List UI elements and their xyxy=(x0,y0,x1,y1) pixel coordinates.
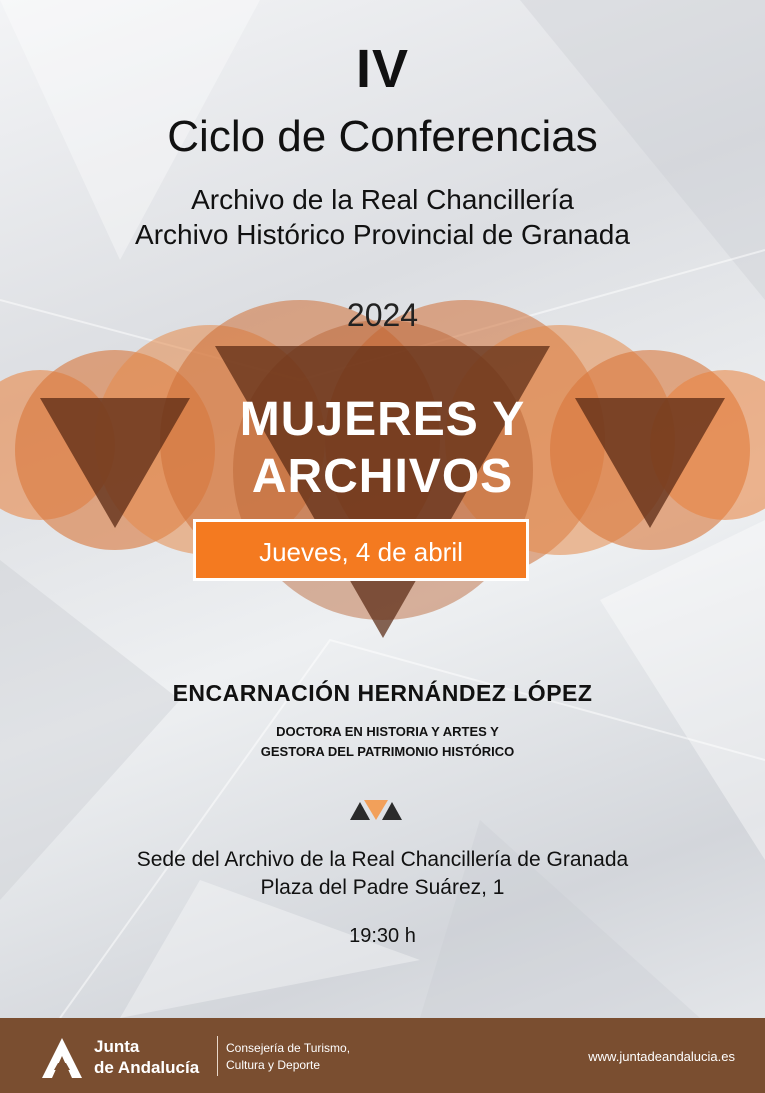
venue-line-1: Sede del Archivo de la Real Chancillería de Granada xyxy=(136,848,629,871)
logo-text-line-2: de Andalucía xyxy=(94,1058,200,1077)
event-time: 19:30 h xyxy=(349,925,416,947)
edition-number: IV xyxy=(355,39,410,99)
triangles-divider-icon xyxy=(350,798,414,822)
logo-text-line-1: Junta xyxy=(94,1037,140,1056)
venue-line-2: Plaza del Padre Suárez, 1 xyxy=(260,876,505,899)
speaker-credential-2: GESTORA DEL PATRIMONIO HISTÓRICO xyxy=(260,744,515,759)
speaker-name: ENCARNACIÓN HERNÁNDEZ LÓPEZ xyxy=(172,680,593,706)
organizer-line-2: Archivo Histórico Provincial de Granada xyxy=(135,219,630,250)
event-title-line-1: MUJERES Y xyxy=(239,393,526,446)
event-year: 2024 xyxy=(346,297,419,333)
footer xyxy=(0,1018,765,1093)
event-title-line-2: ARCHIVOS xyxy=(251,450,514,503)
speaker-credential-1: DOCTORA EN HISTORIA Y ARTES Y xyxy=(276,724,499,739)
department-line-1: Consejería de Turismo, xyxy=(226,1041,351,1055)
organizer-line-1: Archivo de la Real Chancillería xyxy=(191,184,574,215)
event-date-box xyxy=(193,519,529,581)
event-date: Jueves, 4 de abril xyxy=(259,537,463,567)
department-line-2: Cultura y Deporte xyxy=(226,1058,321,1072)
footer-divider xyxy=(217,1036,218,1076)
website-link[interactable]: www.juntadeandalucia.es xyxy=(588,1049,735,1064)
junta-logo-icon xyxy=(42,1036,82,1080)
series-title: Ciclo de Conferencias xyxy=(167,112,598,161)
